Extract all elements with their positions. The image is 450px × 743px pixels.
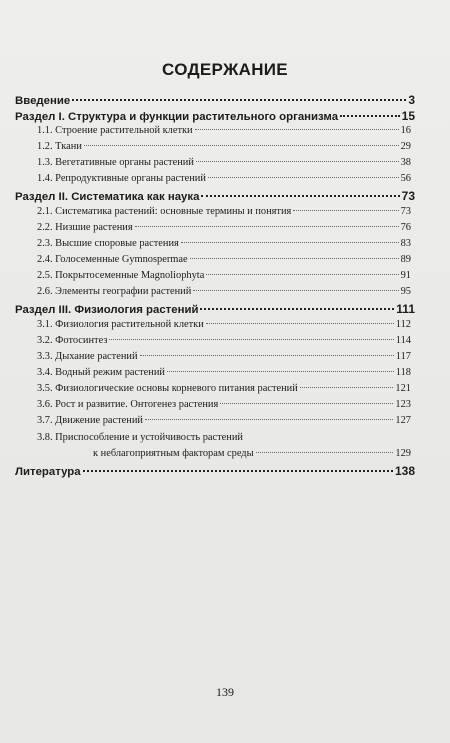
dot-leader xyxy=(72,99,406,101)
dot-leader xyxy=(135,226,399,227)
toc-entry xyxy=(37,254,411,265)
dot-leader xyxy=(83,470,393,472)
toc-entry-page: 76 xyxy=(400,222,411,233)
toc-entry-page: 38 xyxy=(400,157,411,168)
dot-leader xyxy=(208,177,399,178)
dot-leader xyxy=(300,387,394,388)
dot-leader xyxy=(340,115,400,117)
dot-leader xyxy=(167,371,394,372)
toc-entry-title: 3.8. Приспособление и устойчивость растений xyxy=(37,432,243,443)
toc-entry-title: 1.1. Строение растительной клетки xyxy=(37,125,193,136)
dot-leader xyxy=(140,355,394,356)
toc-entry xyxy=(37,206,411,217)
toc-entry-title: Раздел III. Физиология растений xyxy=(15,304,199,316)
toc-entry xyxy=(37,432,411,443)
toc-entry-page: 3 xyxy=(408,93,415,107)
toc-entry xyxy=(37,173,411,184)
dot-leader xyxy=(200,308,394,310)
toc-entry-title: 2.6. Элементы географии растений xyxy=(37,286,192,297)
toc-entry xyxy=(37,286,411,297)
toc-entry xyxy=(15,109,415,123)
toc-entry-title: Раздел I. Структура и функции растительного организма xyxy=(15,111,339,123)
toc-entry-page: 114 xyxy=(395,335,411,346)
toc-entry-page: 127 xyxy=(395,415,411,426)
dot-leader xyxy=(181,242,399,243)
toc-entry xyxy=(37,238,411,249)
dot-leader xyxy=(220,403,393,404)
toc-entry-page: 138 xyxy=(394,464,415,478)
toc-entry xyxy=(37,125,411,136)
toc-entry-title: 2.5. Покрытосеменные Magnoliophyta xyxy=(37,270,205,281)
dot-leader xyxy=(196,161,399,162)
toc-entry-title: 2.3. Высшие споровые растения xyxy=(37,238,179,249)
toc-entry-title: 2.4. Голосеменные Gymnospermae xyxy=(37,254,188,265)
toc-entry-title: Раздел II. Систематика как наука xyxy=(15,191,200,203)
toc-entry xyxy=(15,189,415,203)
toc-entry-page: 111 xyxy=(396,302,415,316)
dot-leader xyxy=(145,419,393,420)
toc-entry xyxy=(37,319,411,330)
dot-leader xyxy=(206,323,394,324)
toc-entry xyxy=(37,383,411,394)
toc-entry-title: 2.1. Систематика растений: основные термины и понятия xyxy=(37,206,292,217)
toc-entry-title: 3.3. Дыхание растений xyxy=(37,351,138,362)
toc-entry-title: 3.2. Фотосинтез xyxy=(37,335,108,346)
toc-entry-page: 73 xyxy=(401,189,415,203)
toc-entry-title: 3.4. Водный режим растений xyxy=(37,367,165,378)
dot-leader xyxy=(109,339,393,340)
toc-entry-title: 3.1. Физиология растительной клетки xyxy=(37,319,204,330)
toc-entry-page: 83 xyxy=(400,238,411,249)
toc-entry-page: 112 xyxy=(395,319,411,330)
toc-entry-page: 118 xyxy=(395,367,411,378)
toc-entry xyxy=(15,93,415,107)
toc-entry-page: 129 xyxy=(395,448,411,459)
toc-entry-title: 3.7. Движение растений xyxy=(37,415,143,426)
page-title: СОДЕРЖАНИЕ xyxy=(162,60,288,79)
toc-entry-title: 3.5. Физиологические основы корневого питания растений xyxy=(37,383,298,394)
toc-entry-title: 1.3. Вегетативные органы растений xyxy=(37,157,194,168)
toc-entry-page: 89 xyxy=(400,254,411,265)
dot-leader xyxy=(256,452,394,453)
toc-entry-page: 15 xyxy=(401,109,415,123)
toc-entry xyxy=(15,464,415,478)
toc-entry-page: 16 xyxy=(400,125,411,136)
toc-entry-page: 117 xyxy=(395,351,411,362)
toc-entry xyxy=(37,399,411,410)
toc-entry-title: Введение xyxy=(15,95,71,107)
toc-entry-page: 95 xyxy=(400,286,411,297)
toc-entry-page: 121 xyxy=(395,383,411,394)
dot-leader xyxy=(84,145,399,146)
toc-entry xyxy=(37,351,411,362)
toc-entry-title: 3.6. Рост и развитие. Онтогенез растения xyxy=(37,399,219,410)
dot-leader xyxy=(193,290,398,291)
toc-entry-page: 29 xyxy=(400,141,411,152)
toc-entry xyxy=(37,415,411,426)
toc-entry-page: 56 xyxy=(400,173,411,184)
toc-entry-title: к неблагоприятным факторам среды xyxy=(93,448,254,459)
toc-entry xyxy=(37,157,411,168)
toc-entry-page: 73 xyxy=(400,206,411,217)
dot-leader xyxy=(190,258,399,259)
toc-entry xyxy=(37,335,411,346)
toc-entry xyxy=(15,302,415,316)
page-number: 139 xyxy=(216,685,234,699)
dot-leader xyxy=(293,210,398,211)
toc-entry-title: 2.2. Низшие растения xyxy=(37,222,133,233)
dot-leader xyxy=(206,274,398,275)
dot-leader xyxy=(201,195,399,197)
toc-entry xyxy=(37,141,411,152)
toc-entry xyxy=(37,367,411,378)
toc-entry xyxy=(37,270,411,281)
toc-entry xyxy=(37,222,411,233)
toc-entry-page: 91 xyxy=(400,270,411,281)
toc-entry-title: 1.2. Ткани xyxy=(37,141,82,152)
toc-entry-title: 1.4. Репродуктивные органы растений xyxy=(37,173,206,184)
toc-entry-title: Литература xyxy=(15,466,81,478)
toc-entry xyxy=(93,448,411,459)
dot-leader xyxy=(195,129,399,130)
toc-entry-page: 123 xyxy=(395,399,411,410)
